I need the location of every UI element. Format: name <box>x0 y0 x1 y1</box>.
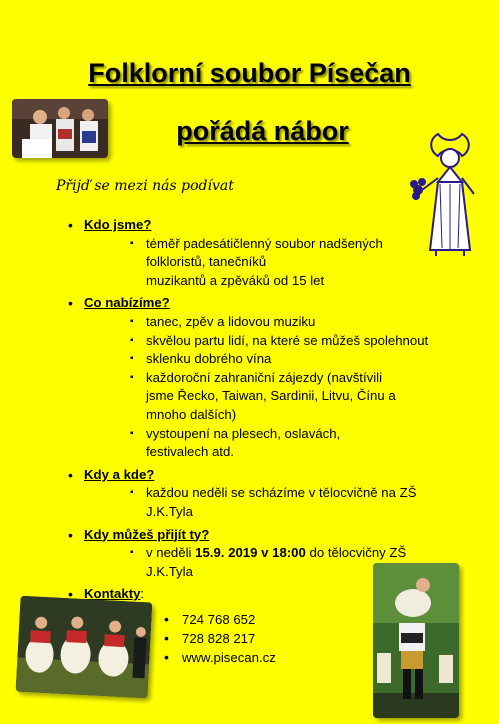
list-item: ▪ sklenku dobrého vína <box>130 350 460 369</box>
list-item: ▪ tanec, zpěv a lidovou muziku <box>130 313 460 332</box>
section-offer <box>60 294 460 465</box>
list-item: ▪ každou neděli se scházíme v tělocvičně na ZŠ J.K.Tyla <box>130 484 426 521</box>
list-item: ▪ každoroční zahraniční zájezdy (navštívili jsme Řecko, Taiwan, Sardinii, Litvu, Čínu a mnoho dalších) <box>130 369 406 425</box>
list-item: ▪ vystoupení na plesech, oslavách, festivalech atd. <box>130 425 406 462</box>
list-item: ▪ skvělou partu lidí, na které se můžeš spolehnout <box>130 332 460 351</box>
contact-website[interactable]: • www.pisecan.cz <box>164 648 460 667</box>
section-contacts: • Kontakty: • 724 768 652 • 728 828 217 • www.pisecan.cz <box>60 585 460 667</box>
section-heading: Kdo jsme? <box>84 217 152 232</box>
couple-photo-right <box>373 563 459 718</box>
section-heading: Co nabízíme? <box>84 295 170 311</box>
section-when-where <box>60 466 460 526</box>
list-item: ▪ téměř padesátičlenný soubor nadšených folkloristů, tanečníků muzikantů a zpěváků od 15 let <box>130 235 460 291</box>
section-heading: Kdy a kde? <box>84 466 155 482</box>
contact-phone-1: • 724 768 652 <box>164 610 460 629</box>
section-heading: Kontakty <box>84 586 141 602</box>
performers-photo-top <box>12 99 108 158</box>
visit-date: 15.9. 2019 v 18:00 <box>195 545 306 561</box>
list-item: ▪ v neděli 15.9. 2019 v 18:00 do tělocvičny ZŠ J.K.Tyla <box>130 544 426 581</box>
contact-phone-2: • 728 828 217 <box>164 629 460 648</box>
section-who <box>60 216 460 294</box>
section-heading: Kdy můžeš přijít ty? <box>84 526 210 542</box>
poster-title: Folklorní soubor Písečan <box>88 58 411 88</box>
poster-subtitle: pořádá nábor <box>176 116 349 146</box>
dancers-photo-left <box>16 596 153 699</box>
invite-text: Přijď se mezi nás podívat <box>56 178 234 194</box>
